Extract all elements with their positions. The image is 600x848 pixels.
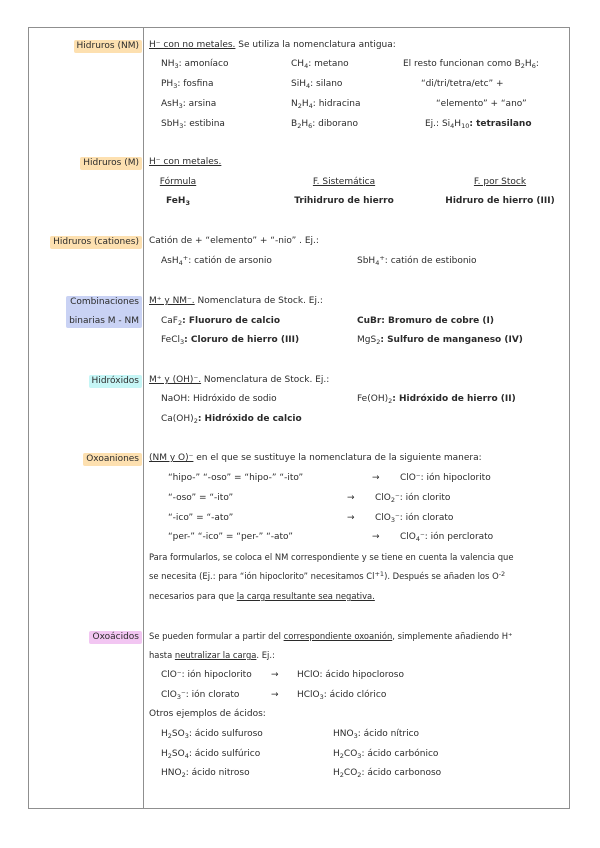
hnm-rest-3: “elemento” + “ano” xyxy=(436,99,527,109)
hm-feh3: FeH$_3$ xyxy=(166,196,190,207)
oxo-intro: (NM y O)⁻ en el que se sustituye la nomenclatura de la siguiente manera: xyxy=(149,453,482,463)
hc-ash4: AsH$_4$+: catión de arsonio xyxy=(161,254,272,267)
hnm-ch4: $CH_4$: metano xyxy=(291,59,349,70)
acid-line-1: Se pueden formular a partir del correspondiente oxoanión, simplemente añadiendo H⁺ xyxy=(149,631,513,641)
column-divider xyxy=(143,27,144,809)
hnm-sbh3: SbH$_3$: estibina xyxy=(161,119,225,130)
comb-caf2: CaF$_2$: Fluoruro de calcio xyxy=(161,316,281,327)
oxo-result-2: ClO$_2$⁻: ión clorito xyxy=(375,493,451,504)
hnm-rest-2: “di/tri/tetra/etc” + xyxy=(421,79,504,89)
hnm-ash3: AsH$_3$: arsina xyxy=(161,99,217,110)
oxo-result-1: ClO⁻: ión hipoclorito xyxy=(400,473,491,483)
label-hidruros-cationes: Hidruros (cationes) xyxy=(50,236,142,249)
acid-ex1-arrow: → xyxy=(271,670,279,680)
hnm-rest-1: El resto funcionan como $B_2H_6$: xyxy=(403,59,539,70)
label-combinaciones xyxy=(66,296,142,328)
acid-ex2-arrow: → xyxy=(271,690,279,700)
oxo-arrow-2: → xyxy=(347,493,355,503)
oxo-rule-2: “-oso” = “-ito” xyxy=(168,493,234,503)
hm-col-stock: F. por Stock xyxy=(473,177,527,187)
hnm-sih4: SiH$_4$: silano xyxy=(291,79,343,90)
hm-sistematica: Trihidruro de hierro xyxy=(294,196,394,206)
hc-sbh4: SbH$_4$+: catión de estibonio xyxy=(357,254,477,267)
label-oxoaniones: Oxoaniones xyxy=(83,453,142,466)
hm-col-sistematica: F. Sistemática xyxy=(312,177,376,187)
acid-ex1-anion: ClO⁻: ión hipoclorito xyxy=(161,670,252,680)
hnm-n2h4: $N_2H_4$: hidracina xyxy=(291,99,361,110)
label-combinaciones-line1: Combinaciones xyxy=(70,297,139,307)
comb-cubr: CuBr: Bromuro de cobre (I) xyxy=(357,316,494,326)
oxo-arrow-3: → xyxy=(347,513,355,523)
hidr-naoh: NaOH: Hidróxido de sodio xyxy=(161,394,277,404)
comb-intro: M⁺ y NM⁻. Nomenclatura de Stock. Ej.: xyxy=(149,296,323,306)
oxo-result-3: ClO$_3$⁻: ión clorato xyxy=(375,513,454,524)
oxo-arrow-4: → xyxy=(372,532,380,542)
oxo-para-3: necesarios para que la carga resultante sea negativa. xyxy=(149,591,375,601)
hidr-feoh2: $Fe(OH)_2$: Hidróxido de hierro (II) xyxy=(357,394,516,405)
label-oxoacidos: Oxoácidos xyxy=(89,631,142,644)
hnm-intro: H⁻ con no metales. Se utiliza la nomenclatura antigua: xyxy=(149,40,396,50)
acid-otros: Otros ejemplos de ácidos: xyxy=(149,709,266,719)
acid-ex1-acid: HClO: ácido hipocloroso xyxy=(297,670,404,680)
hm-intro: H⁻ con metales. xyxy=(149,157,222,167)
acid-h2co3: $H_2CO_3$: ácido carbónico xyxy=(333,749,439,760)
acid-h2so3: $H_2SO_3$: ácido sulfuroso xyxy=(161,729,263,740)
hm-col-formula: Fórmula xyxy=(159,177,197,187)
oxo-result-4: ClO$_4$⁻: ión perclorato xyxy=(400,532,494,543)
oxo-para-1: Para formularlos, se coloca el NM correspondiente y se tiene en cuenta la valencia que xyxy=(149,552,514,562)
hm-stock: Hidruro de hierro (III) xyxy=(445,196,555,206)
label-hidroxidos: Hidróxidos xyxy=(89,375,142,388)
acid-hno2: $HNO_2$: ácido nitroso xyxy=(161,768,250,779)
hc-line: Catión de + “elemento” + “-nio” . Ej.: xyxy=(149,236,319,246)
hidr-intro: M⁺ y (OH)⁻. Nomenclatura de Stock. Ej.: xyxy=(149,375,330,385)
oxo-arrow-1: → xyxy=(372,473,380,483)
acid-line-2: hasta neutralizar la carga. Ej.: xyxy=(149,650,275,660)
hnm-example: Ej.: $Si_4H_{10}$: tetrasilano xyxy=(425,119,532,130)
acid-hno3: $HNO_3$: ácido nítrico xyxy=(333,729,420,740)
comb-fecl3: FeCl$_3$: Cloruro de hierro (III) xyxy=(161,335,300,346)
label-hidruros-m: Hidruros (M) xyxy=(80,157,142,170)
label-hidruros-nm: Hidruros (NM) xyxy=(74,40,142,53)
label-combinaciones-line2: binarias M - NM xyxy=(69,316,139,326)
acid-h2co2: $H_2CO_2$: ácido carbonoso xyxy=(333,768,442,779)
oxo-rule-4: “per-” “-ico” = “per-” “-ato” xyxy=(168,532,293,542)
hnm-nh3: $NH_3$: amoníaco xyxy=(161,59,229,70)
oxo-rule-3: “-ico” = “-ato” xyxy=(168,513,234,523)
acid-h2so4: $H_2SO_4$: ácido sulfúrico xyxy=(161,749,261,760)
hnm-b2h6: $B_2H_6$: diborano xyxy=(291,119,359,130)
hnm-ph3: $PH_3$: fosfina xyxy=(161,79,214,90)
acid-ex2-acid: HClO$_3$: ácido clórico xyxy=(297,690,387,701)
comb-mgs2: MgS$_2$: Sulfuro de manganeso (IV) xyxy=(357,335,523,346)
oxo-para-2: se necesita (Ej.: para “ión hipoclorito” necesitamos $Cl^{+1}$). Después se añaden los $O^{-2}$ xyxy=(149,570,506,581)
acid-ex2-anion: ClO$_3$⁻: ión clorato xyxy=(161,690,240,701)
hidr-caoh2: $Ca(OH)_2$: Hidróxido de calcio xyxy=(161,414,302,425)
oxo-rule-1: “hipo-” “-oso” = “hipo-” “-ito” xyxy=(168,473,304,483)
